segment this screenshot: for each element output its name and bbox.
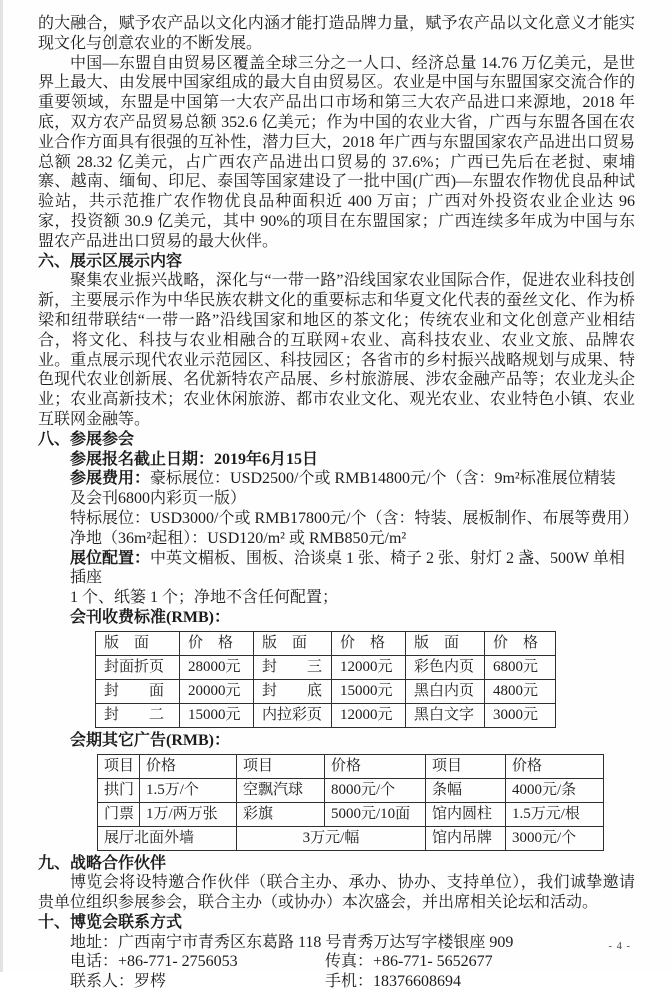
booth-config-line-1: [38, 549, 635, 589]
cell: 彩旗: [237, 802, 325, 826]
ads-price-table: [97, 754, 604, 851]
cell: 8000元/个: [325, 778, 426, 802]
header-cell: 项目: [98, 754, 140, 778]
cell: 空飘汽球: [237, 778, 325, 802]
fee-line-3: [38, 509, 639, 529]
cell: 馆内吊牌: [426, 826, 506, 850]
fee-line-2: [38, 489, 635, 509]
address-line: 地址：广西南宁市青秀区东葛路 118 号青秀万达写字楼银座 909: [70, 933, 514, 951]
table-row: [96, 703, 556, 727]
catalog-price-table: [95, 631, 556, 728]
section-six-paragraph: 聚集农业振兴战略，深化与“一带一路”沿线国家农业国际合作，促进农业科技创新，主要展示作为中华民族农耕文化的重要标志和华夏文化代表的蚕丝文化、作为桥梁和纽带联结“一带一路”沿线国家和地区的茶文化；传统农业和文化创意产业相结合，将文化、科技与农业相融合的互联网+农业、高科技农业、农业文旅、品牌农业。重点展示现代农业示范园区、科技园区；各省市的乡村振兴战略规划与成果、特色现代农业创新展、名优新特农产品展、乡村旅游展、涉农金融产品等；农业龙头企业；农业高新技术；农业休闲旅游、都市农业文化、观光农业、农业特色小镇、农业互联网金融等。: [38, 272, 635, 428]
cell: 内拉彩页: [254, 703, 332, 727]
cell: 馆内圆柱: [426, 802, 506, 826]
fee-line-1: [38, 469, 635, 489]
paragraph-asean-trade: 中国—东盟自由贸易区覆盖全球三分之一人口、经济总量 14.76 万亿美元，是世界上最大、由发展中国家组成的最大自由贸易区。农业是中国与东盟国家交流合作的重要领域，东盟是中国第一大农产品出口市场和第三大农产品进口来源地，2018 年底，双方农产品贸易总额 352.6 亿美元；作为中国的农业大省，广西与东盟各国在农业合作方面具有很强的互补性，潜力巨大，2018 年广西与东盟国家农产品进出口贸易总额 28.32 亿美元，占广西农产品进出口贸易的 37.6%；广西已先后在老挝、柬埔寨、越南、缅甸、印尼、泰国等国家建设了一批中国(广西)—东盟农作物优良品种试验站，共示范推广农作物优良品种面积近 400 万亩；广西对外投资农业企业达 96 家，投资额 30.9 亿美元，其中 90%的项目在东盟国家；广西连续多年成为中国与东盟农产品进出口贸易的最大伙伴。: [38, 54, 635, 250]
section-nine-paragraph: 博览会将设特邀合作伙伴（联合主办、承办、协办、支持单位），我们诚挚邀请贵单位组织参展参会，联合主办（或协办）本次盛会，并出席相关论坛和活动。: [38, 874, 635, 912]
table-row: [98, 802, 604, 826]
section-ten-heading: 十、博览会联系方式: [38, 913, 183, 931]
cell: 封 面: [96, 679, 180, 703]
header-cell: 版 面: [96, 631, 180, 655]
fee-label: 参展费用：: [70, 470, 151, 488]
cell: 1.5万元/根: [506, 802, 604, 826]
header-cell: 价 格: [180, 631, 254, 655]
mobile-text: 手机：18376608694: [325, 973, 462, 991]
cell: 6800元: [485, 655, 556, 679]
header-cell: 项目: [426, 754, 506, 778]
phone-text: 电话：+86-771- 2756053: [70, 953, 238, 971]
fee-line-4: [38, 529, 635, 549]
section-eight-heading: 八、参展参会: [38, 430, 135, 448]
table-header-row: [98, 754, 604, 778]
cell: 黑白文字: [406, 703, 485, 727]
cell: 15000元: [332, 679, 406, 703]
document-content: [38, 14, 639, 992]
cell: 3000元: [485, 703, 556, 727]
cell: 封 二: [96, 703, 180, 727]
table-row: [98, 778, 604, 802]
cell: 3000元/个: [506, 826, 604, 850]
header-cell: 价 格: [332, 631, 406, 655]
cell: 门票: [98, 802, 140, 826]
booth-config-text-1: 中英文楣板、围板、洽谈桌 1 张、椅子 2 张、射灯 2 盏、500W 单相插座: [70, 549, 625, 587]
contact-person-text: 联系人：罗梣: [70, 973, 167, 991]
header-cell: 价格: [140, 754, 237, 778]
cell: 封面折页: [96, 655, 180, 679]
catalog-price-label-text: 会刊收费标准(RMB)：: [70, 608, 230, 626]
ads-price-label-text: 会期其它广告(RMB)：: [70, 731, 230, 749]
cell: 拱门: [98, 778, 140, 802]
table-row: [96, 679, 556, 703]
table-header-row: [96, 631, 556, 655]
cell: 12000元: [332, 655, 406, 679]
cell: 1.5万/个: [140, 778, 237, 802]
catalog-price-label: [38, 608, 635, 628]
cell: 12000元: [332, 703, 406, 727]
contact-mobile-line: [38, 972, 635, 992]
cell: 20000元: [180, 679, 254, 703]
section-six-heading: 六、展示区展示内容: [38, 252, 183, 270]
deadline-text: 参展报名截止日期：2019年6月15日: [70, 450, 319, 468]
cell: 4000元/条: [506, 778, 604, 802]
header-cell: 价 格: [485, 631, 556, 655]
phone-fax-line: [38, 952, 635, 972]
section-nine-heading: 九、战略合作伙伴: [38, 854, 167, 872]
cell: 彩色内页: [406, 655, 485, 679]
deadline-line: [38, 450, 635, 470]
cell: 封 三: [254, 655, 332, 679]
cell: 条幅: [426, 778, 506, 802]
table-row: [98, 826, 604, 850]
fee-text-4: 净地（36m²起租）：USD120/m² 或 RMB850元/m²: [70, 529, 407, 547]
header-cell: 版 面: [254, 631, 332, 655]
cell: 展厅北面外墙: [98, 826, 237, 850]
booth-config-line-2: [38, 588, 635, 608]
cell: 5000元/10面: [325, 802, 426, 826]
booth-config-label: 展位配置：: [70, 549, 151, 567]
cell: 28000元: [180, 655, 254, 679]
ads-price-label: [38, 731, 635, 751]
fee-text-1: 豪标展位：USD2500/个或 RMB14800元/个（含：9m²标准展位精装: [150, 470, 616, 488]
page-number: - 4 -: [608, 941, 631, 952]
fax-text: 传真：+86-771- 5652677: [325, 953, 493, 971]
cell: 1万/两万张: [140, 802, 237, 826]
scan-edge-artifact: [0, 0, 3, 972]
paragraph-continuation: 的大融合，赋予农产品以文化内涵才能打造品牌力量，赋予农产品以文化意义才能实现文化与创意农业的不断发展。: [38, 15, 635, 52]
fee-text-2: 及会刊6800内彩页一版）: [70, 490, 247, 508]
cell: 15000元: [180, 703, 254, 727]
header-cell: 项目: [237, 754, 325, 778]
booth-config-text-2: 1 个、纸篓 1 个；净地不含任何配置；: [70, 589, 339, 607]
header-cell: 版 面: [406, 631, 485, 655]
table-row: [96, 655, 556, 679]
fee-text-3: 特标展位：USD3000/个或 RMB17800元/个（含：特装、展板制作、布展等费用）: [70, 509, 639, 527]
header-cell: 价格: [506, 754, 604, 778]
cell: 黑白内页: [406, 679, 485, 703]
cell: 封 底: [254, 679, 332, 703]
cell: 3万元/幅: [237, 826, 426, 850]
cell: 4800元: [485, 679, 556, 703]
header-cell: 价格: [325, 754, 426, 778]
